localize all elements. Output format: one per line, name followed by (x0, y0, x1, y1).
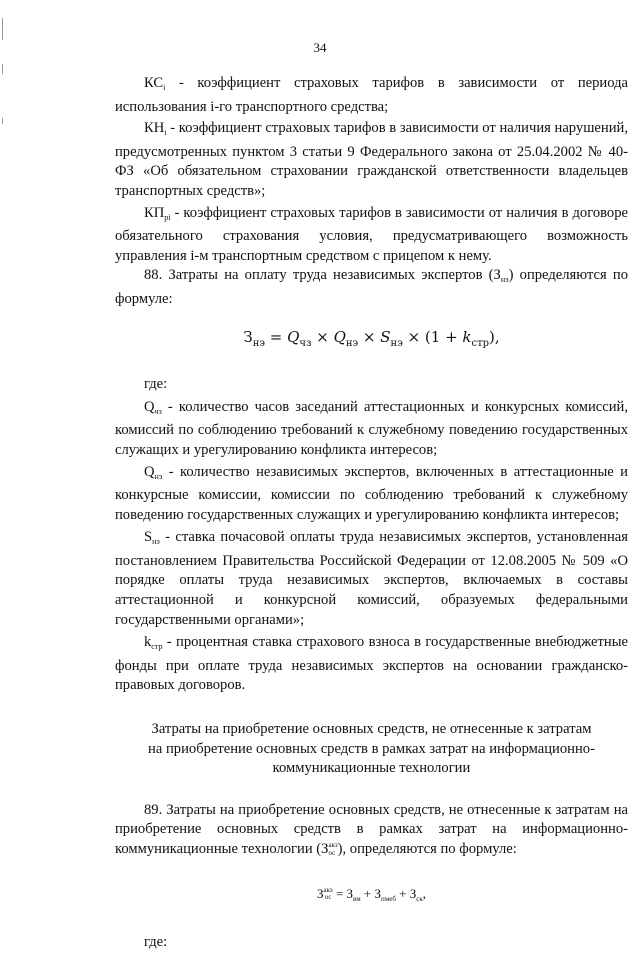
where-label: где: (144, 934, 168, 951)
formula2-term2: З (374, 885, 382, 901)
formula2-term2-sub: пмеб (381, 894, 396, 903)
paragraph-89-end: ), определяются по формуле: (337, 841, 517, 857)
formula1-q2-sub: нэ (345, 337, 359, 349)
formula2-term3-sub: ск (416, 894, 423, 903)
symbol-k-str-sub: стр (151, 642, 163, 652)
symbol-s-ne-sub: нэ (152, 537, 160, 547)
symbol-q-chz: Q (144, 398, 155, 415)
formula-fixed-assets (115, 884, 628, 910)
paragraph-ks (115, 74, 628, 117)
where-label: где: (144, 376, 168, 393)
formula2-plus: + (395, 885, 410, 901)
formula1-k-sub: стр (471, 337, 490, 349)
paragraph-s-ne (115, 528, 628, 630)
symbol-ks-sub: i (163, 83, 166, 92)
paragraph-88 (115, 266, 628, 309)
symbol-kn-sub: i (164, 128, 167, 138)
paragraph-89-text: 89. Затраты на приобретение основных средств, не отнесенные к затратам на приобретение основных средств в рамках затрат на информационно-коммуникационные технологии (З (115, 801, 628, 857)
paragraph-88-end: ) определяются по формуле: (115, 267, 628, 307)
paragraph-89-sup: акз (328, 841, 338, 849)
formula1-paren-open: (1 + (424, 327, 463, 346)
formula2-term1-sub: вм (353, 894, 361, 903)
symbol-ks: КС (144, 75, 164, 91)
paragraph-kp (115, 204, 628, 267)
paragraph-88-text: 88. Затраты на оплату труда независимых экспертов (З (144, 267, 501, 284)
paragraph-q-ne (115, 463, 628, 526)
paragraph-k-str (115, 633, 628, 696)
symbol-q-ne-sub: нэ (154, 471, 163, 481)
formula1-k: k (462, 327, 472, 346)
formula2-lhs-index (324, 887, 333, 901)
formula2-lhs: З (316, 885, 324, 901)
formula1-lhs: З (243, 327, 253, 346)
scan-edge-mark (2, 118, 3, 124)
paragraph-kn (115, 119, 628, 201)
formula2-lhs-sub: ос (324, 892, 332, 901)
paragraph-89-sub: ос (328, 849, 336, 857)
formula1-times: × (358, 327, 381, 346)
formula2-term1: З (346, 885, 354, 901)
formula2-end: , (422, 885, 427, 901)
symbol-q-chz-sub: чз (154, 406, 162, 416)
formula1-s: S (380, 327, 391, 346)
paragraph-s-ne-text: - ставка почасовой оплаты труда независимых экспертов, установленная постановлением Правительства Российской Федерации от 12.08.2005 № 509 «О порядке оплаты труда независимых экспертов, включаемых в составы аттестационной и конкурсной комиссий, образуемых федеральными государственными органами»; (115, 529, 628, 628)
symbol-q-ne: Q (144, 463, 155, 480)
formula2-eq: = (332, 885, 347, 901)
symbol-kp: КП (144, 204, 165, 221)
formula1-times: × (311, 327, 334, 346)
document-body (115, 74, 628, 953)
formula-expert-costs (115, 328, 628, 354)
paragraph-kn-text: - коэффициент страховых тарифов в зависимости от наличия нарушений, предусмотренных пунктом 3 статьи 9 Федерального закона от 25.04.2002 № 40-ФЗ «Об обязательном страховании гражданской ответственности владельцев транспортных средств»; (115, 120, 628, 199)
paragraph-kp-text: - коэффициент страховых тарифов в зависимости от наличия в договоре обязательного страхования условия, предусматривающего возможность управления i-м транспортным средством с прицепом к нему. (115, 204, 628, 264)
paragraph-q-ne-text: - количество независимых экспертов, включенных в аттестационные и конкурсные комиссии, комиссии по соблюдению требований к служебному поведению государственных служащих и урегулированию конфликта интересов; (115, 463, 628, 523)
paragraph-k-str-text: - процентная ставка страхового взноса в государственные внебюджетные фонды при оплате труда независимых экспертов на основании гражданско-правовых договоров. (115, 634, 628, 694)
formula1-eq: = (264, 327, 288, 346)
scan-edge-mark (2, 18, 3, 40)
paragraph-q-chz-text: - количество часов заседаний аттестационных и конкурсных комиссий, комиссий по соблюдению требований к служебному поведению государственных служащих и урегулированию конфликта интересов; (115, 398, 628, 458)
symbol-k-str: k (144, 634, 152, 651)
formula1-q1: Q (287, 327, 300, 346)
section-heading: Затраты на приобретение основных средств, не отнесенные к затратам на приобретение основных средств в рамках затрат на информационно-коммуникационные технологии (148, 721, 595, 777)
paragraph-88-sub: нэ (500, 275, 509, 285)
symbol-kp-sub: рi (164, 212, 171, 222)
symbol-s-ne: S (144, 529, 153, 546)
formula2-plus: + (360, 885, 375, 901)
paragraph-89-index (328, 841, 337, 857)
formula1-lhs-sub: нэ (252, 337, 265, 349)
formula2-lhs-sup: акз (323, 885, 333, 894)
page-number: 34 (313, 40, 327, 55)
formula1-s-sub: нэ (390, 337, 403, 349)
paragraph-ks-text: - коэффициент страховых тарифов в зависимости от периода использования i-го транспортного средства; (115, 75, 628, 115)
scan-edge-mark (2, 64, 3, 74)
formula1-paren-close: ), (489, 327, 500, 346)
formula1-times: × (402, 327, 425, 346)
formula1-q1-sub: чз (299, 337, 312, 349)
paragraph-89 (115, 801, 628, 860)
symbol-kn: КН (144, 120, 165, 137)
paragraph-q-chz (115, 398, 628, 461)
formula2-term3: З (409, 885, 417, 901)
formula1-q2: Q (333, 327, 346, 346)
